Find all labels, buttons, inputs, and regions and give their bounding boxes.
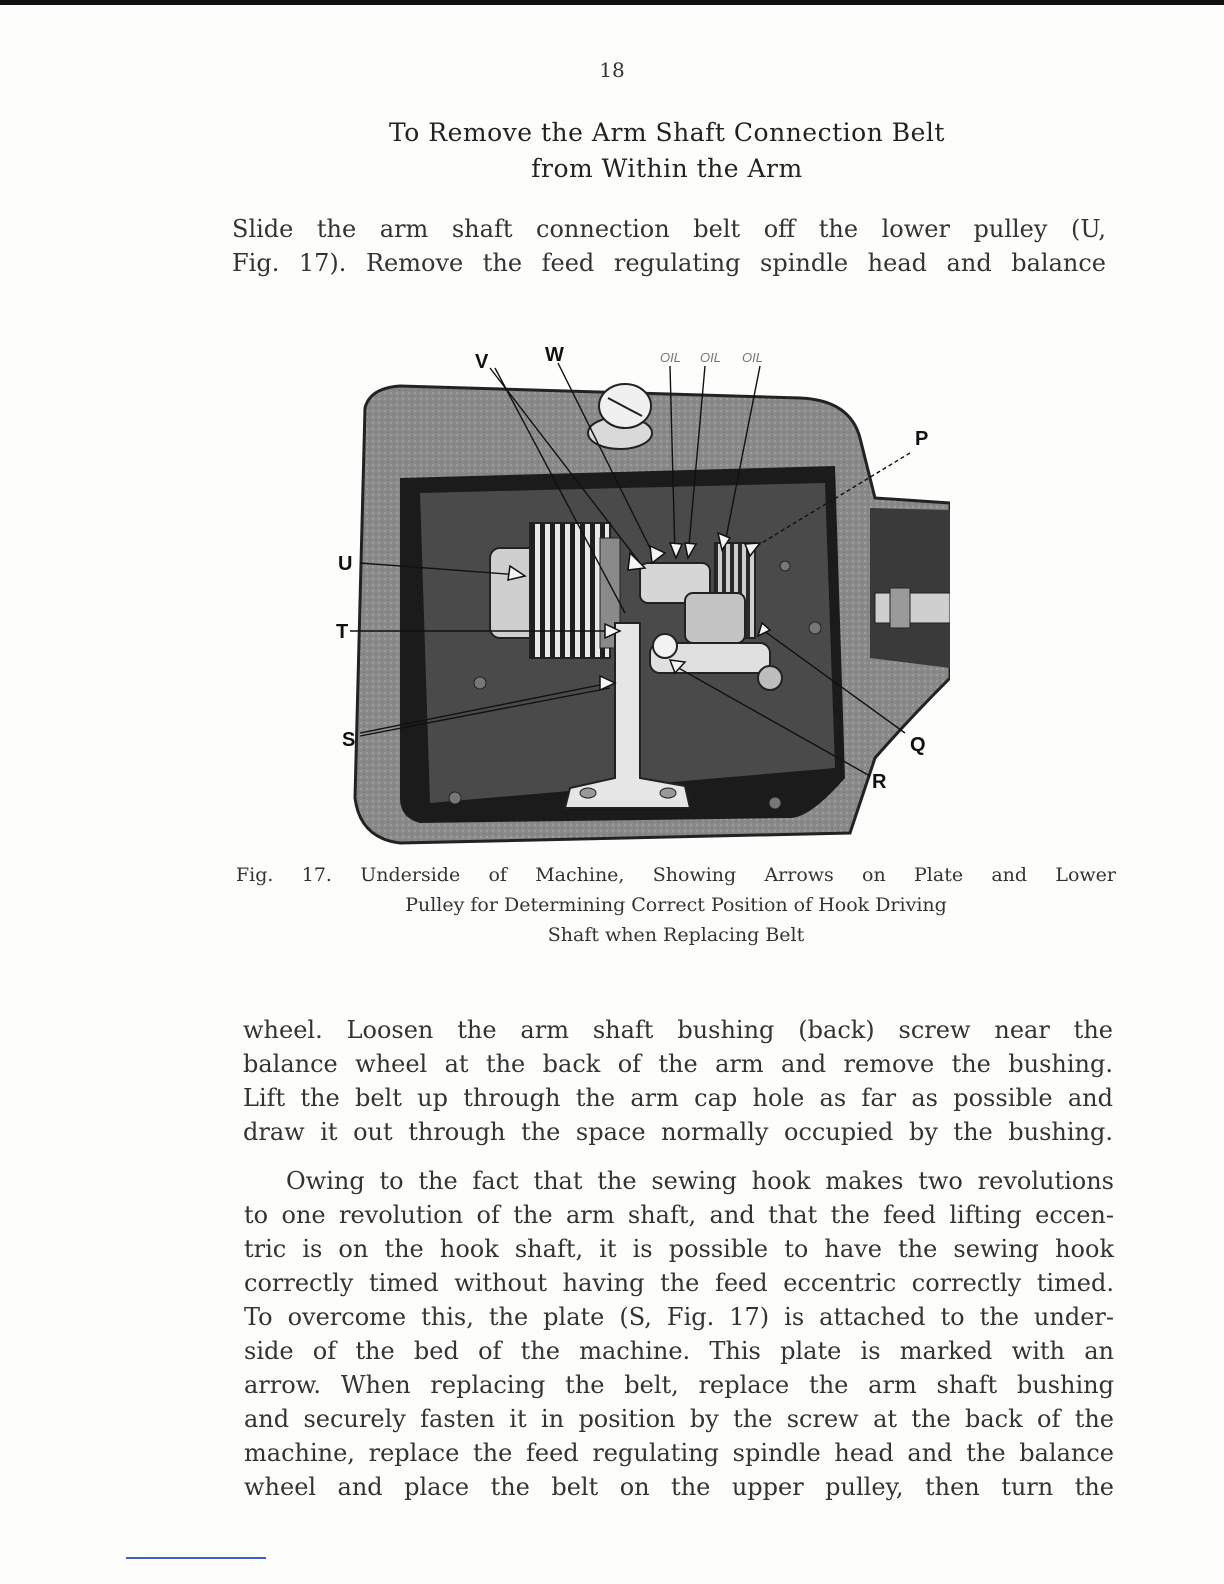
figure-label-w: W (545, 344, 564, 366)
paragraph-line: arrow. When replacing the belt, replace the arm shaft bushing (244, 1371, 1114, 1399)
page-number: 18 (599, 58, 625, 82)
figure-label-oil-2: OIL (700, 350, 721, 365)
paragraph-line: and securely fasten it in position by the screw at the back of the (244, 1405, 1114, 1433)
paragraph-line: Fig. 17). Remove the feed regulating spindle head and balance (232, 249, 1106, 277)
paragraph-line: Owing to the fact that the sewing hook makes two revolutions (286, 1167, 1114, 1195)
caption-line-3: Shaft when Replacing Belt (547, 924, 805, 946)
top-rule (0, 0, 1224, 5)
paragraph-line: Slide the arm shaft connection belt off the lower pulley (U, (232, 215, 1106, 243)
figure-caption (236, 860, 1116, 950)
caption-line-2: Pulley for Determining Correct Position of Hook Driving (405, 894, 947, 916)
title-line-2: from Within the Arm (531, 154, 803, 183)
paragraph-line: To overcome this, the plate (S, Fig. 17) is attached to the under- (244, 1303, 1114, 1331)
bottom-link-underline (126, 1557, 266, 1559)
figure-label-oil-3: OIL (742, 350, 763, 365)
paragraph-line: correctly timed without having the feed eccentric correctly timed. (244, 1269, 1114, 1297)
figure-label-q: Q (910, 734, 926, 756)
figure-label-t: T (336, 621, 349, 643)
paragraph-line: Lift the belt up through the arm cap hole as far as possible and (243, 1084, 1113, 1112)
caption-line-1: Fig. 17. Underside of Machine, Showing Arrows on Plate and Lower (236, 864, 1116, 886)
figure-label-v: V (475, 351, 489, 373)
figure-label-u: U (338, 553, 353, 575)
machine-casting (355, 386, 950, 843)
paragraph-line: balance wheel at the back of the arm and remove the bushing. (243, 1050, 1113, 1078)
figure-label-s: S (342, 729, 356, 751)
paragraph-line: to one revolution of the arm shaft, and that the feed lifting eccen- (244, 1201, 1114, 1229)
figure-label-oil-1: OIL (660, 350, 681, 365)
paragraph-1 (232, 212, 1106, 280)
title-line-1: To Remove the Arm Shaft Connection Belt (389, 118, 945, 147)
section-title (0, 115, 1224, 187)
paragraph-2 (243, 1013, 1113, 1149)
paragraph-line: tric is on the hook shaft, it is possible to have the sewing hook (244, 1235, 1114, 1263)
paragraph-3 (244, 1164, 1114, 1504)
paragraph-line: wheel. Loosen the arm shaft bushing (back) screw near the (243, 1016, 1113, 1044)
figure-label-p: P (915, 428, 929, 450)
figure-label-r: R (872, 771, 887, 793)
paragraph-line: side of the bed of the machine. This plate is marked with an (244, 1337, 1114, 1365)
figure-17-illustration (330, 338, 950, 848)
paragraph-line: draw it out through the space normally occupied by the bushing. (243, 1118, 1113, 1146)
paragraph-line: machine, replace the feed regulating spindle head and the balance (244, 1439, 1114, 1467)
paragraph-line: wheel and place the belt on the upper pulley, then turn the (244, 1473, 1114, 1501)
